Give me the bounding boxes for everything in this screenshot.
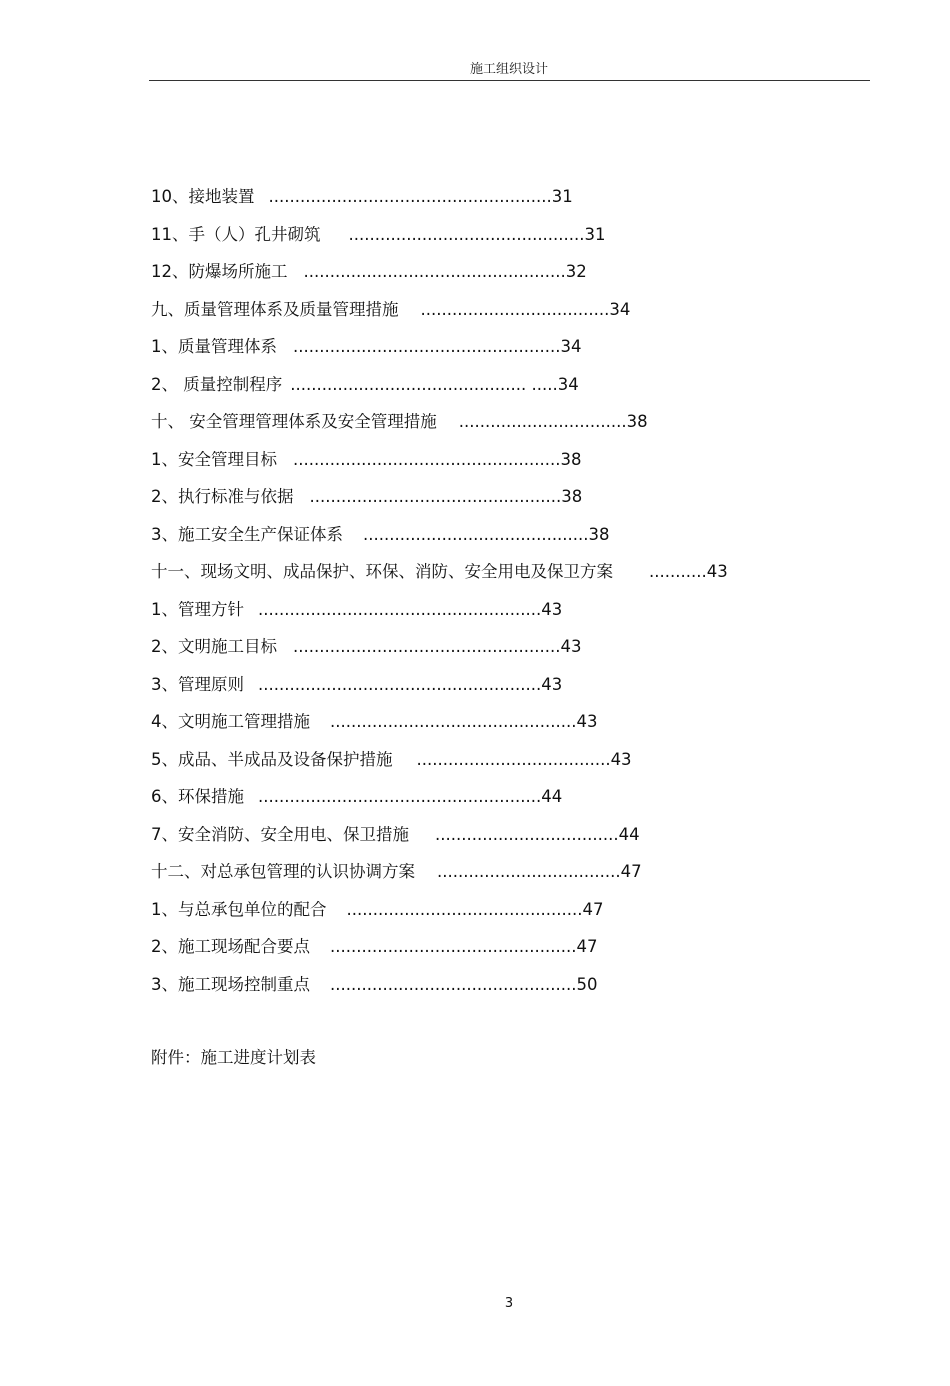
toc-entry-title: 1、与总承包单位的配合 xyxy=(151,899,327,919)
toc-entry[interactable] xyxy=(151,518,851,556)
toc-entry-title: 6、环保措施 xyxy=(151,787,244,806)
toc-entry[interactable] xyxy=(151,630,851,668)
toc-entry[interactable] xyxy=(151,780,851,818)
toc-entry[interactable] xyxy=(151,293,851,331)
toc-page-number: 47 xyxy=(576,937,598,956)
toc-page-number: 31 xyxy=(584,224,606,244)
toc-entry-title: 10、接地装置 xyxy=(151,187,255,206)
toc-entry-title: 4、文明施工管理措施 xyxy=(151,712,310,731)
toc-entry[interactable] xyxy=(151,218,851,256)
toc-entry[interactable] xyxy=(151,968,851,1006)
toc-entry[interactable] xyxy=(151,180,851,218)
toc-page-number: 47 xyxy=(620,862,642,881)
toc-page-number: 50 xyxy=(576,974,598,994)
toc-entry[interactable] xyxy=(151,330,851,368)
toc-leader-dots: ...................................................... xyxy=(258,674,542,694)
toc-page-number: 38 xyxy=(560,449,582,469)
toc-entry[interactable] xyxy=(151,368,851,406)
toc-leader-dots: ............................................. xyxy=(348,224,585,244)
toc-entry-title: 1、管理方针 xyxy=(151,599,244,619)
toc-leader-dots: ...................................................... xyxy=(258,599,542,619)
toc-entry-title: 3、管理原则 xyxy=(151,674,244,694)
toc-leader-dots: ............................................. ..... xyxy=(290,374,558,394)
toc-leader-dots: .................................... xyxy=(420,299,610,319)
toc-leader-dots: ................................................ xyxy=(309,487,562,506)
toc-leader-dots: ................................................... xyxy=(293,337,561,356)
toc-entry[interactable] xyxy=(151,555,851,593)
running-header: 施工组织设计 xyxy=(469,62,548,77)
toc-entry[interactable] xyxy=(151,818,851,856)
toc-entry-title: 十一、现场文明、成品保护、环保、消防、安全用电及保卫方案 xyxy=(151,562,613,581)
toc-page-number: 43 xyxy=(706,562,728,581)
toc-entry-title: 7、安全消防、安全用电、保卫措施 xyxy=(151,824,409,844)
toc-entry-title: 1、安全管理目标 xyxy=(151,449,277,469)
toc-entry[interactable] xyxy=(151,405,851,443)
toc-page-number: 47 xyxy=(582,899,604,919)
toc-page-number: 44 xyxy=(541,787,563,806)
toc-entry-title: 12、防爆场所施工 xyxy=(151,262,288,281)
toc-page-number: 43 xyxy=(560,637,582,656)
toc-leader-dots: ................................................... xyxy=(293,637,561,656)
toc-entry-title: 1、质量管理体系 xyxy=(151,337,277,356)
toc-entry-title: 2、文明施工目标 xyxy=(151,637,277,656)
toc-leader-dots: ................................... xyxy=(435,824,619,844)
toc-entry[interactable] xyxy=(151,705,851,743)
toc-entry-title: 十二、对总承包管理的认识协调方案 xyxy=(151,862,415,881)
toc-entry-title: 九、质量管理体系及质量管理措施 xyxy=(151,299,399,319)
toc-page-number: 34 xyxy=(557,374,579,394)
toc-leader-dots: ...................................................... xyxy=(268,187,552,206)
toc-page-number: 32 xyxy=(565,262,587,281)
toc-leader-dots: ...................................................... xyxy=(258,787,542,806)
toc-page-number: 43 xyxy=(610,749,632,769)
toc-page-number: 34 xyxy=(609,299,631,319)
toc-leader-dots: ................................ xyxy=(458,412,627,431)
toc-entry[interactable] xyxy=(151,443,851,481)
toc-entry-title: 2、 质量控制程序 xyxy=(151,374,283,394)
toc-page-number: 43 xyxy=(541,599,563,619)
toc-entry[interactable] xyxy=(151,255,851,293)
toc-page-number: 38 xyxy=(561,487,583,506)
toc-page-number: 31 xyxy=(551,187,573,206)
toc-entry-title: 3、施工安全生产保证体系 xyxy=(151,524,343,544)
toc-leader-dots: ............................................... xyxy=(330,937,577,956)
toc-entry-title: 3、施工现场控制重点 xyxy=(151,974,310,994)
toc-page-number: 34 xyxy=(560,337,582,356)
toc-entry-title: 2、施工现场配合要点 xyxy=(151,937,310,956)
toc-entry[interactable] xyxy=(151,480,851,518)
toc-entry-title: 11、手（人）孔井砌筑 xyxy=(151,224,321,244)
toc-entry-title: 十、 安全管理管理体系及安全管理措施 xyxy=(151,412,437,431)
toc-leader-dots: ................................................... xyxy=(293,449,561,469)
table-of-contents xyxy=(151,180,851,1005)
toc-leader-dots: ............................................. xyxy=(346,899,583,919)
toc-entry[interactable] xyxy=(151,855,851,893)
toc-leader-dots: ............................................... xyxy=(330,712,577,731)
page-number: 3 xyxy=(504,1296,514,1311)
toc-entry-title: 5、成品、半成品及设备保护措施 xyxy=(151,749,393,769)
toc-leader-dots: ........................................... xyxy=(363,524,589,544)
toc-page-number: 44 xyxy=(618,824,640,844)
toc-page-number: 43 xyxy=(541,674,563,694)
toc-entry[interactable] xyxy=(151,893,851,931)
toc-leader-dots: .................................................. xyxy=(303,262,566,281)
header-rule xyxy=(149,80,870,81)
toc-page-number: 43 xyxy=(576,712,598,731)
toc-leader-dots: ..................................... xyxy=(416,749,611,769)
toc-entry[interactable] xyxy=(151,668,851,706)
toc-entry[interactable] xyxy=(151,593,851,631)
toc-leader-dots: ........... xyxy=(649,562,707,581)
toc-entry[interactable] xyxy=(151,743,851,781)
toc-entry-title: 2、执行标准与依据 xyxy=(151,487,294,506)
toc-leader-dots: ................................... xyxy=(437,862,621,881)
toc-leader-dots: ............................................... xyxy=(330,974,577,994)
toc-page-number: 38 xyxy=(588,524,610,544)
toc-entry[interactable] xyxy=(151,930,851,968)
appendix-note: 附件：施工进度计划表 xyxy=(151,1048,316,1067)
toc-page-number: 38 xyxy=(626,412,648,431)
